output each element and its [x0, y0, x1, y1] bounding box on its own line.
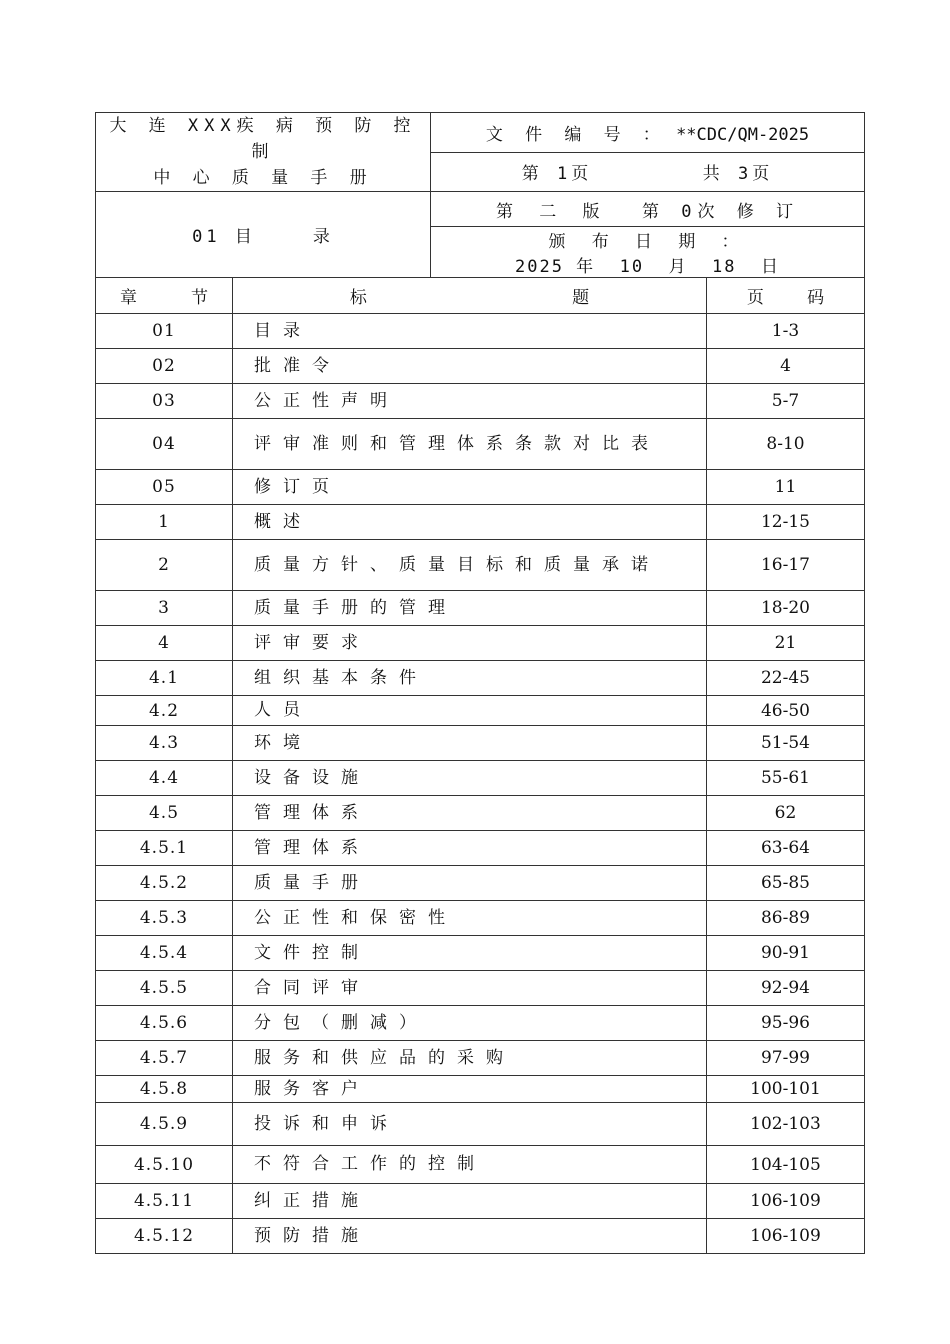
page-range: 12-15	[707, 505, 865, 540]
org-line-2: 中 心 质 量 手 册	[153, 168, 373, 188]
toc-rows	[96, 314, 865, 1254]
revision: 第 0次 修 订	[642, 201, 799, 222]
section-title-cell: 分包（删减）	[233, 1006, 707, 1041]
page-range: 1-3	[707, 314, 865, 349]
chapter-number: 01	[96, 314, 233, 349]
section-title-cell: 投诉和申诉	[233, 1103, 707, 1146]
table-row	[96, 1219, 865, 1254]
table-row	[96, 1146, 865, 1184]
table-row	[96, 1076, 865, 1103]
document-number	[431, 113, 865, 153]
section-title-cell: 公正性声明	[233, 384, 707, 419]
page-range: 16-17	[707, 540, 865, 591]
column-header-title: 标 题	[233, 278, 707, 314]
chapter-number: 2	[96, 540, 233, 591]
page-range: 106-109	[707, 1184, 865, 1219]
page-current: 第 1页	[521, 164, 593, 185]
table-row	[96, 901, 865, 936]
chapter-number: 4.1	[96, 661, 233, 696]
table-row	[96, 384, 865, 419]
page-indicator	[431, 152, 865, 192]
chapter-number: 4.5.3	[96, 901, 233, 936]
section-title-cell: 人员	[233, 696, 707, 726]
page-range: 51-54	[707, 726, 865, 761]
chapter-number: 4.5.1	[96, 831, 233, 866]
page-range: 5-7	[707, 384, 865, 419]
page-range: 90-91	[707, 936, 865, 971]
chapter-number: 05	[96, 470, 233, 505]
chapter-number: 4.5.10	[96, 1146, 233, 1184]
page-range: 100-101	[707, 1076, 865, 1103]
table-row	[96, 1006, 865, 1041]
table-row	[96, 314, 865, 349]
section-title-cell: 质量手册的管理	[233, 591, 707, 626]
table-row	[96, 349, 865, 384]
chapter-number: 4.5.7	[96, 1041, 233, 1076]
table-of-contents	[95, 277, 865, 1254]
section-title-cell: 评审准则和管理体系条款对比表	[233, 419, 707, 470]
page-range: 92-94	[707, 971, 865, 1006]
chapter-number: 4.5.4	[96, 936, 233, 971]
chapter-number: 4.5.11	[96, 1184, 233, 1219]
chapter-number: 4.5	[96, 796, 233, 831]
chapter-number: 04	[96, 419, 233, 470]
edition: 第 二 版	[496, 201, 608, 222]
chapter-number: 03	[96, 384, 233, 419]
table-row	[96, 796, 865, 831]
section-title-cell: 服务和供应品的采购	[233, 1041, 707, 1076]
chapter-number: 4.3	[96, 726, 233, 761]
table-row	[96, 936, 865, 971]
page-range: 4	[707, 349, 865, 384]
section-title-cell: 合同评审	[233, 971, 707, 1006]
table-row	[96, 1184, 865, 1219]
table-row	[96, 591, 865, 626]
page-range: 62	[707, 796, 865, 831]
issue-date-label: 颁 布 日 期 ：	[548, 232, 747, 252]
section-title-cell: 修订页	[233, 470, 707, 505]
issue-date-value: 2025 年 10 月 18 日	[515, 257, 780, 277]
org-line-1: 大 连 XXX疾 病 预 防 控 制	[109, 116, 417, 162]
chapter-number: 4.5.8	[96, 1076, 233, 1103]
table-row	[96, 761, 865, 796]
section-title-cell: 管理体系	[233, 831, 707, 866]
page-range: 86-89	[707, 901, 865, 936]
chapter-number: 1	[96, 505, 233, 540]
column-header-page: 页 码	[707, 278, 865, 314]
doc-no-label: 文 件 编 号 ：	[485, 124, 666, 145]
table-row	[96, 419, 865, 470]
chapter-number: 4.5.5	[96, 971, 233, 1006]
issue-date	[431, 227, 865, 278]
table-row	[96, 831, 865, 866]
page-range: 22-45	[707, 661, 865, 696]
chapter-number: 4.2	[96, 696, 233, 726]
page-range: 95-96	[707, 1006, 865, 1041]
table-row	[96, 866, 865, 901]
page-range: 102-103	[707, 1103, 865, 1146]
page-range: 104-105	[707, 1146, 865, 1184]
page-range: 21	[707, 626, 865, 661]
edition-info	[431, 192, 865, 227]
page-range: 97-99	[707, 1041, 865, 1076]
section-title-cell: 预防措施	[233, 1219, 707, 1254]
page-range: 8-10	[707, 419, 865, 470]
section-title-cell: 文件控制	[233, 936, 707, 971]
section-title-cell: 环境	[233, 726, 707, 761]
chapter-number: 4.5.9	[96, 1103, 233, 1146]
table-row	[96, 696, 865, 726]
section-title-cell: 质量手册	[233, 866, 707, 901]
section-title-cell: 组织基本条件	[233, 661, 707, 696]
organization-name	[96, 113, 431, 192]
section-title-cell: 批准令	[233, 349, 707, 384]
table-row	[96, 470, 865, 505]
chapter-number: 4.5.12	[96, 1219, 233, 1254]
chapter-number: 02	[96, 349, 233, 384]
page-range: 46-50	[707, 696, 865, 726]
table-row	[96, 505, 865, 540]
section-title-cell: 目录	[233, 314, 707, 349]
section-title: 01 目 录	[96, 192, 431, 278]
chapter-number: 4	[96, 626, 233, 661]
page-range: 11	[707, 470, 865, 505]
table-row	[96, 971, 865, 1006]
table-row	[96, 626, 865, 661]
page-range: 106-109	[707, 1219, 865, 1254]
document-page	[95, 112, 864, 1254]
table-row	[96, 540, 865, 591]
section-title-cell: 质量方针、质量目标和质量承诺	[233, 540, 707, 591]
section-title-cell: 纠正措施	[233, 1184, 707, 1219]
section-title-cell: 管理体系	[233, 796, 707, 831]
section-title-cell: 公正性和保密性	[233, 901, 707, 936]
section-title-cell: 概述	[233, 505, 707, 540]
chapter-number: 4.4	[96, 761, 233, 796]
chapter-number: 3	[96, 591, 233, 626]
table-row	[96, 726, 865, 761]
chapter-number: 4.5.6	[96, 1006, 233, 1041]
page-total: 共 3页	[702, 164, 774, 185]
page-range: 63-64	[707, 831, 865, 866]
table-row	[96, 1103, 865, 1146]
document-header	[95, 112, 865, 278]
table-row	[96, 661, 865, 696]
section-title-cell: 不符合工作的控制	[233, 1146, 707, 1184]
table-row	[96, 1041, 865, 1076]
section-title-cell: 服务客户	[233, 1076, 707, 1103]
section-title-cell: 设备设施	[233, 761, 707, 796]
page-range: 18-20	[707, 591, 865, 626]
page-range: 55-61	[707, 761, 865, 796]
column-header-chapter: 章 节	[96, 278, 233, 314]
chapter-number: 4.5.2	[96, 866, 233, 901]
doc-no-value: **CDC/QM-2025	[676, 124, 810, 145]
page-range: 65-85	[707, 866, 865, 901]
section-title-cell: 评审要求	[233, 626, 707, 661]
